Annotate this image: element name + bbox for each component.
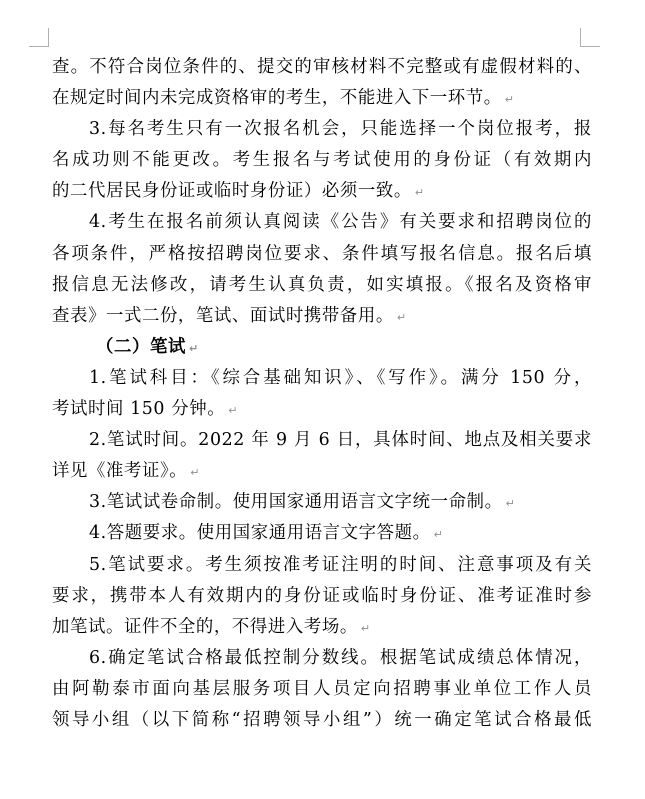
text-line: 2.笔试时间。2022 年 9 月 6 日，具体时间、地点及相关要求 — [89, 430, 592, 451]
text-line: 由阿勒泰市面向基层服务项目人员定向招聘事业单位工作人员 — [52, 678, 592, 699]
paragraph-mark-icon: ↵ — [190, 466, 201, 480]
paragraph-mark-icon: ↵ — [433, 528, 444, 542]
paragraph-mark-icon: ↵ — [505, 497, 516, 511]
text-line: 5.笔试要求。考生须按准考证注明的时间、注意事项及有关 — [89, 554, 592, 575]
text-line: 各项条件，严格按招聘岗位要求、条件填写报名信息。报名后填 — [52, 243, 592, 264]
text-line: 在规定时间内未完成资格审的考生，不能进入下一环节。 ↵ — [52, 88, 515, 109]
text-line: 6.确定笔试合格最低控制分数线。根据笔试成绩总体情况， — [89, 647, 592, 668]
section-heading: （二）笔试 ↵ — [96, 336, 199, 357]
corner-mark-top-left — [48, 28, 49, 47]
paragraph-mark-icon: ↵ — [414, 186, 425, 200]
text-line: 领导小组（以下简称“招聘领导小组”）统一确定笔试合格最低 — [52, 709, 592, 730]
paragraph-mark-icon: ↵ — [360, 621, 371, 635]
paragraph-mark-icon: ↵ — [396, 310, 407, 324]
text-line: 4.答题要求。使用国家通用语言文字答题。 ↵ — [89, 523, 444, 544]
document-page[interactable] — [52, 52, 592, 736]
text-line: 加笔试。证件不全的，不得进入考场。 ↵ — [52, 616, 371, 637]
text-line: 考试时间 150 分钟。 ↵ — [52, 399, 239, 420]
text-line: 查表》一式二份，笔试、面试时携带备用。 ↵ — [52, 305, 407, 326]
text-line: 要求，携带本人有效期内的身份证或临时身份证、准考证准时参 — [52, 585, 592, 606]
text-line: 的二代居民身份证或临时身份证）必须一致。 ↵ — [52, 181, 425, 202]
text-line: 名成功则不能更改。考生报名与考试使用的身份证（有效期内 — [52, 150, 592, 171]
text-line: 1.笔试科目：《综合基础知识》、《写作》。满分 150 分， — [89, 367, 592, 388]
text-line: 报信息无法修改，请考生认真负责，如实填报。《报名及资格审 — [52, 274, 592, 295]
text-line: 3.笔试试卷命制。使用国家通用语言文字统一命制。 ↵ — [89, 492, 516, 513]
text-line: 查。不符合岗位条件的、提交的审核材料不完整或有虚假材料的、 — [52, 57, 592, 77]
text-line: 详见《准考证》。 ↵ — [52, 461, 201, 482]
corner-mark-top-left — [29, 46, 49, 47]
paragraph-mark-icon: ↵ — [504, 93, 515, 107]
corner-mark-top-right — [580, 28, 581, 47]
text-line: 4.考生在报名前须认真阅读《公告》有关要求和招聘岗位的 — [89, 212, 592, 233]
paragraph-mark-icon: ↵ — [228, 404, 239, 418]
text-line: 3.每名考生只有一次报名机会，只能选择一个岗位报考，报 — [89, 119, 592, 140]
paragraph-mark-icon: ↵ — [188, 341, 199, 355]
corner-mark-top-right — [580, 46, 600, 47]
